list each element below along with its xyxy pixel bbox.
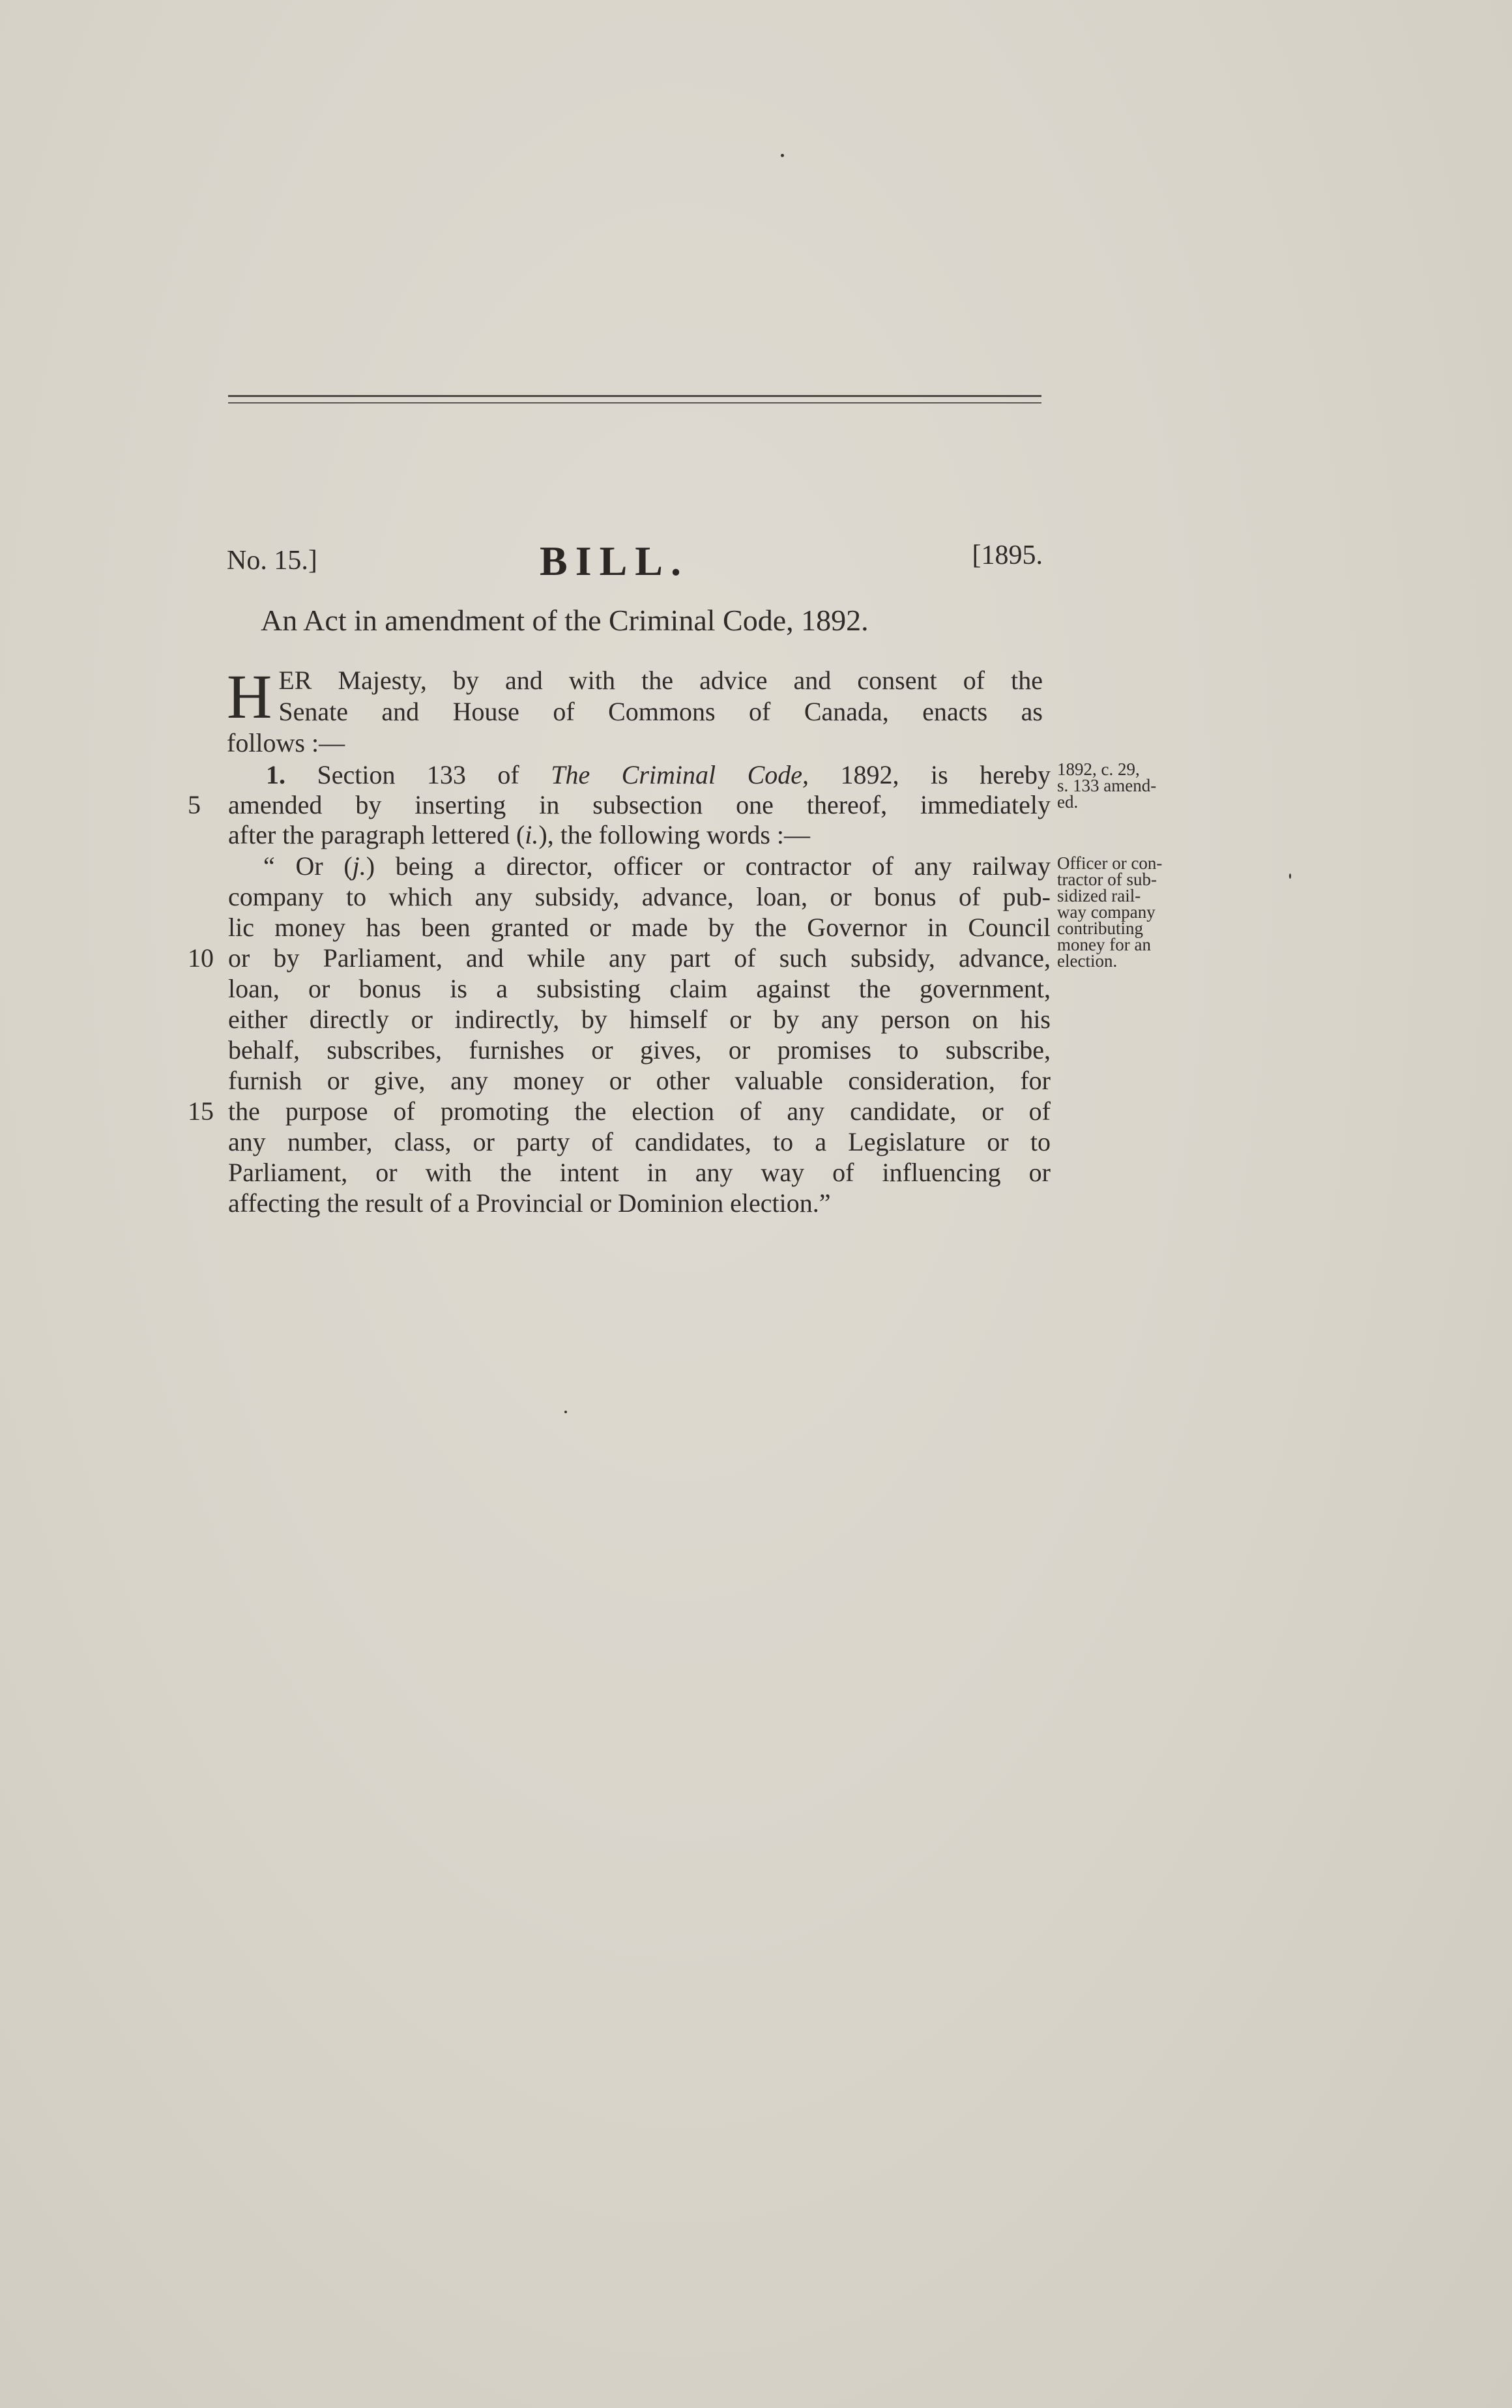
margin-note-line: Officer or con- bbox=[1057, 853, 1163, 873]
section-line bbox=[188, 790, 1051, 820]
clause-line bbox=[228, 1066, 1051, 1096]
margin-note-line: 1892, c. 29, bbox=[1057, 759, 1140, 779]
line-number: 5 bbox=[188, 790, 201, 819]
section-line bbox=[228, 760, 1051, 790]
clause-line bbox=[228, 913, 1051, 943]
clause-text: ) being a director, officer or contractor of any railway bbox=[366, 851, 1051, 881]
bill-header bbox=[227, 540, 1043, 585]
clause-text: lic money has been granted or made by the Governor in Council bbox=[228, 913, 1051, 942]
margin-note-line: tractor of sub- bbox=[1057, 870, 1157, 889]
clause-line bbox=[228, 1188, 1051, 1218]
margin-note-line: money for an bbox=[1057, 935, 1151, 954]
margin-note-line: s. 133 amend- bbox=[1057, 776, 1157, 795]
margin-note-citation bbox=[1057, 761, 1207, 810]
clause-text: loan, or bonus is a subsisting claim against the government, bbox=[228, 974, 1051, 1003]
clause-line bbox=[228, 851, 1051, 881]
clause-line bbox=[228, 882, 1051, 912]
clause-text: Parliament, or with the intent in any way of influencing or bbox=[228, 1158, 1051, 1187]
clause-line bbox=[228, 1158, 1051, 1188]
drop-cap: H bbox=[227, 662, 272, 731]
section-text: after the paragraph lettered ( bbox=[228, 820, 525, 849]
ink-speck bbox=[781, 154, 784, 157]
clause-line bbox=[228, 1127, 1051, 1157]
clause-line bbox=[188, 943, 1051, 973]
preamble-line: Senate and House of Commons of Canada, enacts as bbox=[278, 697, 1043, 726]
bill-title: BILL. bbox=[540, 538, 689, 584]
margin-note-line: election. bbox=[1057, 951, 1118, 971]
clause-italic: j. bbox=[352, 851, 366, 881]
clause-text: any number, class, or party of candidates, to a Legislature or to bbox=[228, 1127, 1051, 1156]
section-text: ), the following words :— bbox=[538, 820, 811, 849]
clause-line bbox=[228, 1005, 1051, 1035]
section-text: Section 133 of bbox=[285, 760, 551, 789]
enacting-preamble bbox=[227, 662, 1043, 759]
margin-note-line: contributing bbox=[1057, 918, 1143, 938]
clause-text: “ Or ( bbox=[263, 851, 353, 881]
section-number: 1. bbox=[266, 760, 285, 789]
rule-line-bottom bbox=[228, 402, 1041, 404]
section-italic: i. bbox=[525, 820, 539, 849]
ink-speck bbox=[1289, 874, 1291, 879]
margin-note-subject bbox=[1057, 855, 1207, 969]
section-line bbox=[228, 820, 1051, 850]
section-text: 1892, is hereby bbox=[809, 760, 1051, 789]
clause-text: company to which any subsidy, advance, loan, or bonus of pub- bbox=[228, 882, 1051, 911]
clause-line bbox=[228, 1035, 1051, 1065]
line-number: 15 bbox=[188, 1096, 214, 1126]
section-italic: The Criminal Code, bbox=[551, 760, 809, 789]
header-double-rule bbox=[228, 395, 1041, 407]
rule-line-top bbox=[228, 395, 1041, 397]
clause-text: behalf, subscribes, furnishes or gives, or promises to subscribe, bbox=[228, 1035, 1051, 1065]
bill-year: [1895. bbox=[972, 540, 1043, 570]
margin-note-line: way company bbox=[1057, 902, 1156, 922]
line-number: 10 bbox=[188, 943, 214, 973]
act-title: An Act in amendment of the Criminal Code, 1892. bbox=[261, 604, 869, 637]
margin-note-line: sidized rail- bbox=[1057, 886, 1141, 905]
margin-note-line: ed. bbox=[1057, 792, 1079, 812]
clause-text: or by Parliament, and while any part of such subsidy, advance, bbox=[228, 943, 1051, 973]
preamble-line: ER Majesty, by and with the advice and consent of the bbox=[278, 666, 1043, 695]
section-text: amended by inserting in subsection one thereof, immediately bbox=[228, 790, 1051, 819]
clause-text: either directly or indirectly, by himself or by any person on his bbox=[228, 1005, 1051, 1034]
bill-number: No. 15.] bbox=[227, 546, 317, 576]
clause-line bbox=[228, 974, 1051, 1004]
section-1 bbox=[188, 760, 1051, 1894]
clause-text: affecting the result of a Provincial or Dominion election.” bbox=[228, 1188, 831, 1218]
clause-text: furnish or give, any money or other valuable consideration, for bbox=[228, 1066, 1051, 1095]
clause-line bbox=[188, 1096, 1051, 1126]
preamble-line: follows :— bbox=[227, 728, 345, 757]
clause-text: the purpose of promoting the election of any candidate, or of bbox=[228, 1096, 1051, 1126]
